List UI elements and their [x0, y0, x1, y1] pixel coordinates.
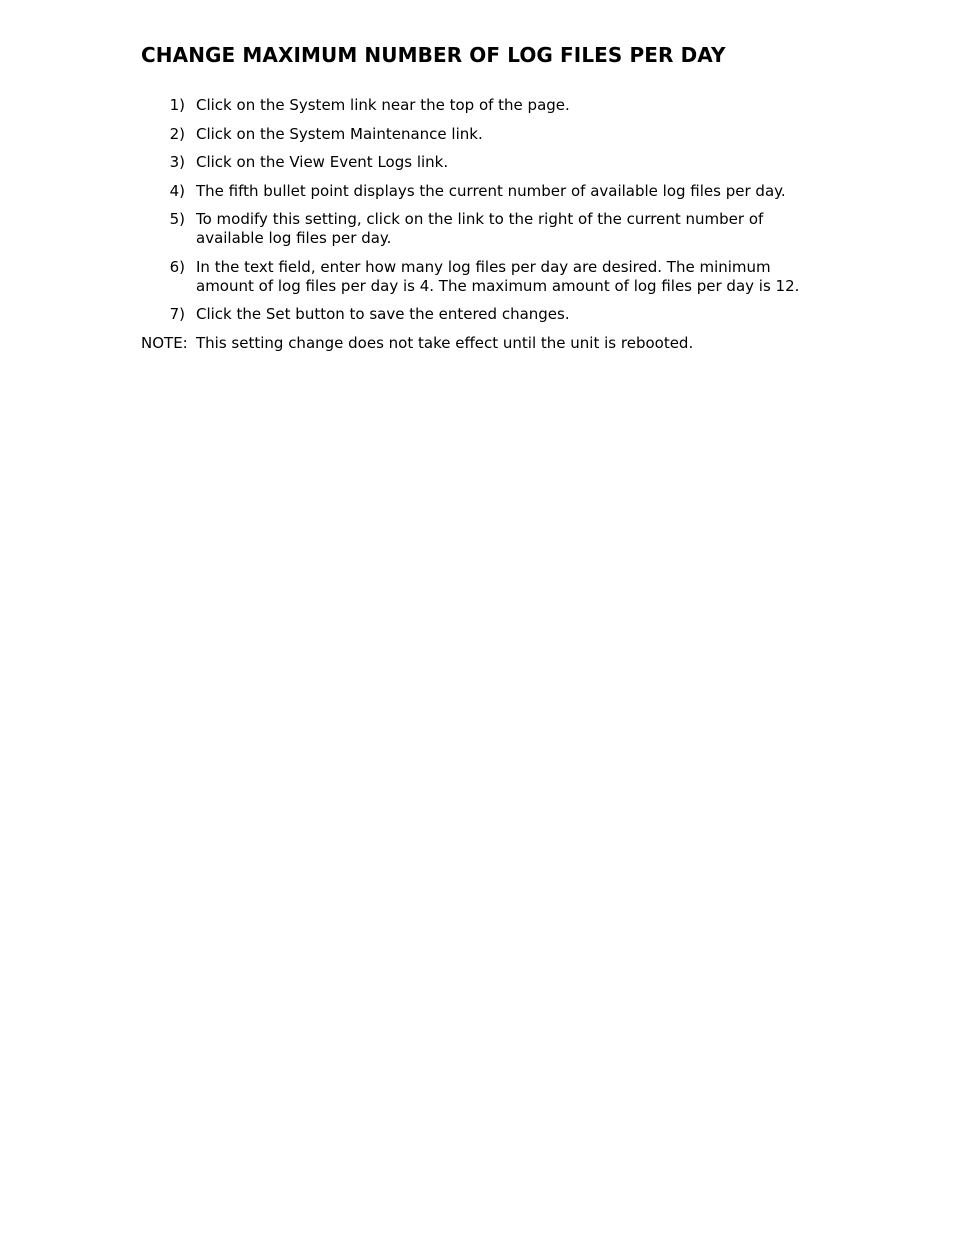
- step-text: Click the Set button to save the entered changes.: [196, 305, 570, 323]
- step-item-1: [141, 96, 811, 115]
- step-item-3: [141, 153, 811, 172]
- step-text: To modify this setting, click on the link to the right of the current number of available log files per day.: [196, 210, 764, 247]
- step-text: Click on the System link near the top of the page.: [196, 96, 570, 114]
- step-text: In the text field, enter how many log files per day are desired. The minimum amount of log files per day is 4. The maximum amount of log files per day is 12.: [196, 257, 800, 295]
- steps-list: [141, 96, 811, 353]
- note-text: This setting change does not take effect until the unit is rebooted.: [196, 333, 694, 352]
- step-item-6: [141, 258, 811, 296]
- step-item-7: [141, 305, 811, 324]
- step-item-4: [141, 182, 811, 201]
- step-text: Click on the System Maintenance link.: [196, 124, 483, 143]
- step-text: Click on the View Event Logs link.: [196, 153, 449, 171]
- note-label: NOTE:: [141, 333, 188, 352]
- step-item-5: [141, 210, 811, 248]
- step-number: 1): [169, 96, 185, 114]
- step-text: The fifth bullet point displays the current number of available log files per day.: [196, 181, 786, 200]
- step-number: 4): [169, 181, 185, 200]
- note-paragraph: [141, 334, 811, 353]
- step-item-2: [141, 125, 811, 144]
- step-number: 2): [169, 124, 185, 143]
- step-number: 6): [169, 257, 185, 276]
- step-number: 7): [169, 305, 185, 323]
- step-number: 3): [169, 153, 185, 171]
- step-number: 5): [169, 210, 185, 228]
- page-title: CHANGE MAXIMUM NUMBER OF LOG FILES PER DAY: [141, 43, 726, 67]
